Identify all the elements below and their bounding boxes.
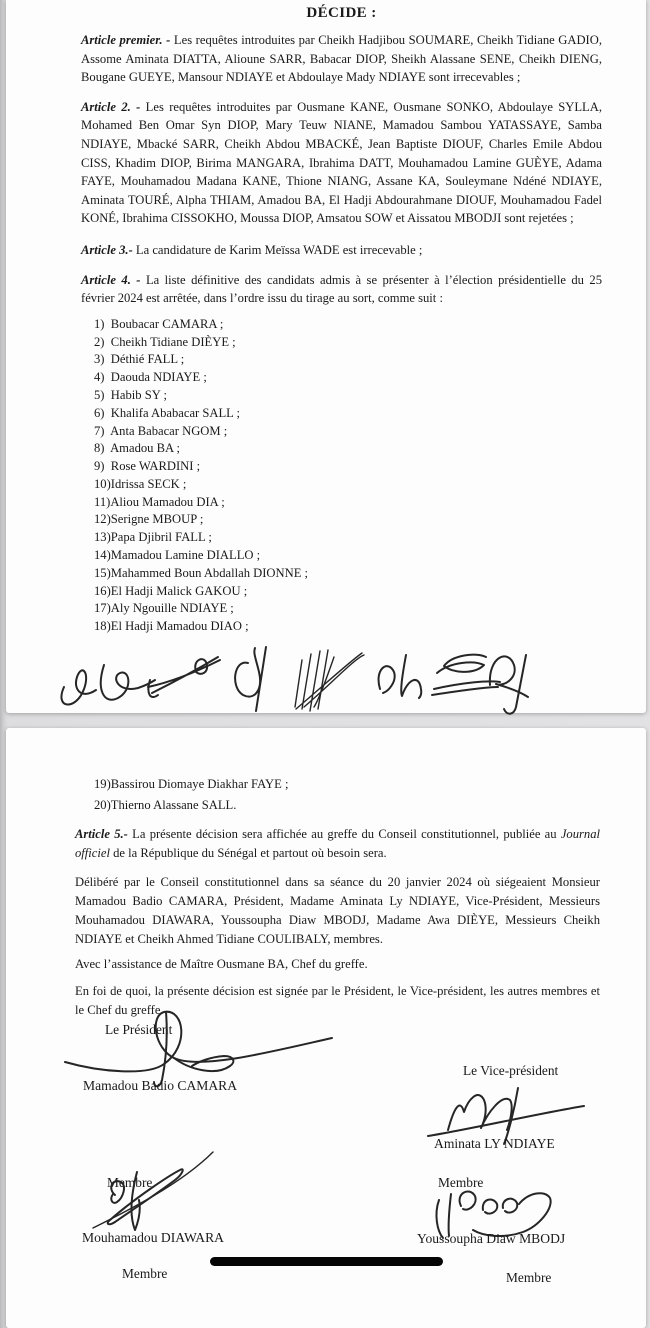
member-4-title: Membre	[506, 1270, 552, 1285]
candidate-item: 15)Mahammed Boun Abdallah DIONNE ;	[94, 565, 309, 580]
candidate-item: 6) Khalifa Ababacar SALL ;	[94, 405, 241, 420]
article-5-lead: Article 5.-	[75, 827, 128, 841]
candidate-item: 13)Papa Djibril FALL ;	[94, 530, 212, 545]
article-1-text: Les requêtes introduites par Cheikh Hadjibou SOUMARE, Cheikh Tidiane GADIO, Assome Aminata DIATTA, Alioune SARR, Babacar DIOP, Sheikh Alassane SENE, Cheikh DIENG, Bougane GUEYE, Mansour NDIAYE et Abdoulaye Mady NDIAYE sont irrecevables ;	[81, 33, 602, 85]
member-1-title: Membre	[107, 1175, 153, 1190]
article-3-lead: Article 3.-	[81, 242, 133, 257]
candidate-item: 3) Déthié FALL ;	[94, 352, 185, 367]
article-3-paragraph	[81, 241, 602, 260]
journal-officiel-italic: Journal officiel	[75, 827, 601, 860]
decide-heading: DÉCIDE :	[306, 5, 377, 21]
candidate-item: 16)El Hadji Malick GAKOU ;	[94, 583, 248, 598]
article-1-paragraph	[81, 31, 602, 87]
article-4-paragraph	[81, 271, 602, 308]
candidate-list-19-20	[94, 774, 288, 816]
page-1-content	[81, 0, 602, 636]
candidate-item: 11)Aliou Mamadou DIA ;	[94, 494, 225, 509]
article-4-text: La liste définitive des candidats admis à se présenter à l’élection présidentielle du 25 février 2024 est arrêtée, dans l’ordre issu du tirage au sort, comme suit :	[81, 272, 602, 306]
deliberation-paragraph: Délibéré par le Conseil constitutionnel dans sa séance du 20 janvier 2024 où siégeaient Monsieur Mamadou Badio CAMARA, Président, Madame Aminata Ly NDIAYE, Vice-Président, Messieurs Mouhamadou DIAWARA, Youssoupha Diaw MBODJ, Madame Awa DIÈYE, Messieurs Cheikh NDIAYE et Cheikh Ahmed Tidiane COULIBALY, membres.	[75, 875, 600, 946]
vice-president-title: Le Vice-président	[463, 1063, 559, 1078]
article-4-lead: Article 4. -	[81, 272, 141, 287]
candidate-list-1-18	[94, 316, 602, 636]
member-2-title: Membre	[438, 1175, 484, 1190]
redaction-bar	[210, 1257, 443, 1266]
president-name: Mamadou Badio CAMARA	[83, 1078, 238, 1093]
page-2	[6, 728, 646, 1328]
candidate-item: 7) Anta Babacar NGOM ;	[94, 423, 228, 438]
article-5-text-post: de la République du Sénégal et partout où besoin sera.	[109, 846, 387, 860]
vice-president-name: Aminata LY NDIAYE	[434, 1136, 555, 1151]
candidate-item: 2) Cheikh Tidiane DIÈYE ;	[94, 334, 236, 349]
members-initials-signatures-strip	[50, 645, 560, 713]
article-3-text: La candidature de Karim Meïssa WADE est irrecevable ;	[132, 242, 423, 257]
article-2-paragraph	[81, 98, 602, 228]
president-title: Le Président	[105, 1022, 173, 1037]
assistance-paragraph: Avec l’assistance de Maître Ousmane BA, Chef du greffe.	[75, 957, 368, 971]
article-1-lead: Article premier. -	[81, 33, 171, 47]
candidate-item: 14)Mamadou Lamine DIALLO ;	[94, 548, 261, 563]
candidate-item: 19)Bassirou Diomaye Diakhar FAYE ;	[94, 777, 289, 791]
candidate-item: 4) Daouda NDIAYE ;	[94, 370, 207, 385]
member-2-name: Youssoupha Diaw MBODJ	[417, 1231, 566, 1246]
article-2-lead: Article 2. -	[81, 99, 141, 114]
candidate-item: 5) Habib SY ;	[94, 387, 167, 402]
candidate-item: 8) Amadou BA ;	[94, 441, 181, 456]
candidate-item: 1) Boubacar CAMARA ;	[94, 316, 224, 331]
member-1-signature	[85, 1150, 220, 1235]
candidate-item: 18)El Hadji Mamadou DIAO ;	[94, 619, 249, 634]
candidate-item: 20)Thierno Alassane SALL.	[94, 798, 237, 812]
attestation-paragraph: En foi de quoi, la présente décision est signée par le Président, le Vice-président, les autres membres et le Chef du greffe.	[75, 984, 600, 1017]
article-5-text-pre: La présente décision sera affichée au greffe du Conseil constitutionnel, publiée au	[127, 827, 561, 841]
candidate-item: 9) Rose WARDINI ;	[94, 459, 201, 474]
candidate-item: 17)Aly Ngouille NDIAYE ;	[94, 601, 234, 616]
candidate-item: 12)Serigne MBOUP ;	[94, 512, 204, 527]
member-1-name: Mouhamadou DIAWARA	[82, 1230, 225, 1245]
page-1	[6, 0, 646, 713]
candidate-item: 10)Idrissa SECK ;	[94, 476, 187, 491]
member-3-title: Membre	[122, 1266, 168, 1281]
article-2-text: Les requêtes introduites par Ousmane KANE, Ousmane SONKO, Abdoulaye SYLLA, Mohamed Ben Omar Syn DIOP, Mary Teuw NIANE, Mamadou Sambou YATASSAYE, Samba NDIAYE, Mbacké SARR, Cheikh Abdou MBACKÉ, Jean Baptiste DIOUF, Charles Emile Abdou CISS, Khadim DIOP, Birima MANGARA, Ibrahima DATT, Mouhamadou Lamine GUÈYE, Adama FAYE, Mouhamadou Madana KANE, Thione NIANG, Assane KA, Souleymane Ndéné NDIAYE, Aminata TOURÉ, Alpha THIAM, Amadou BA, El Hadji Abdourahmane DIOUF, Mouhamadou Fadel KONÉ, Ibrahima CISSOKHO, Moussa DIOP, Amsatou SOW et Aissatou MBODJI sont rejetées ;	[81, 99, 602, 226]
article-5-paragraph	[75, 825, 600, 863]
